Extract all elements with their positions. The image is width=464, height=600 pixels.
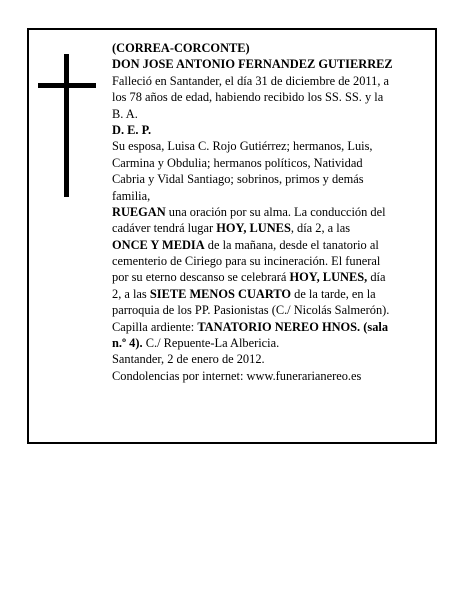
- death-line: Falleció en Santander, el día 31 de diciembre de 2011, a: [112, 73, 390, 88]
- chapel-text: Capilla ardiente:: [112, 319, 198, 334]
- ceremony-line: [112, 237, 430, 253]
- ceremony-text: de la mañana, desde el tanatorio al: [204, 237, 379, 252]
- ceremony-text: de la tarde, en la: [291, 286, 376, 301]
- cross-icon: [64, 54, 69, 197]
- family-names: (CORREA-CORCONTE): [112, 41, 250, 55]
- ceremony-line: parroquia de los PP. Pasionistas (C./ Nicolás Salmerón).: [112, 303, 390, 318]
- ceremony-bold: HOY, LUNES,: [289, 270, 368, 285]
- ceremony-text: , día 2, a las: [290, 221, 351, 236]
- ruegan-text: RUEGAN: [112, 204, 166, 219]
- chapel-text: C./ Repuente-La Albericia.: [142, 336, 280, 351]
- chapel-bold: TANATORIO NEREO HNOS. (sala: [197, 319, 389, 334]
- ceremony-line: [112, 220, 430, 236]
- ceremony-bold: SIETE MENOS CUARTO: [149, 286, 292, 301]
- death-line: los 78 años de edad, habiendo recibido los SS. SS. y la: [112, 90, 384, 105]
- family-line: Carmina y Obdulia; hermanos políticos, Natividad: [112, 155, 363, 170]
- ceremony-line: [112, 286, 430, 302]
- ceremony-text: 2, a las: [112, 286, 150, 301]
- ceremony-text: cadáver tendrá lugar: [112, 221, 217, 236]
- ceremony-text: por su eterno descanso se celebrará: [112, 270, 290, 285]
- ceremony-bold: HOY, LUNES: [216, 221, 291, 236]
- ceremony-bold: ONCE Y MEDIA: [112, 237, 205, 252]
- deceased-name: DON JOSE ANTONIO FERNANDEZ GUTIERREZ: [112, 57, 393, 72]
- ceremony-line: [112, 269, 430, 285]
- ceremony-line: [112, 204, 430, 220]
- family-line: Su esposa, Luisa C. Rojo Gutiérrez; hermanos, Luis,: [112, 139, 373, 154]
- condolences-line: Condolencias por internet: www.funerarianereo.es: [112, 368, 362, 383]
- chapel-bold: n.º 4).: [112, 336, 143, 351]
- family-line: Cabria y Vidal Santiago; sobrinos, primos y demás: [112, 172, 364, 187]
- chapel-line: [112, 335, 430, 351]
- obituary-text: [112, 40, 430, 384]
- ceremony-line: cementerio de Ciriego para su incineración. El funeral: [112, 254, 381, 269]
- ceremony-text: día: [367, 270, 386, 285]
- cross-icon-bar: [38, 83, 96, 88]
- ceremony-text: una oración por su alma. La conducción del: [165, 204, 386, 219]
- chapel-line: [112, 319, 430, 335]
- family-line: familia,: [112, 188, 151, 203]
- death-line: B. A.: [112, 106, 138, 121]
- date-line: Santander, 2 de enero de 2012.: [112, 352, 265, 367]
- dep-text: D. E. P.: [112, 122, 152, 137]
